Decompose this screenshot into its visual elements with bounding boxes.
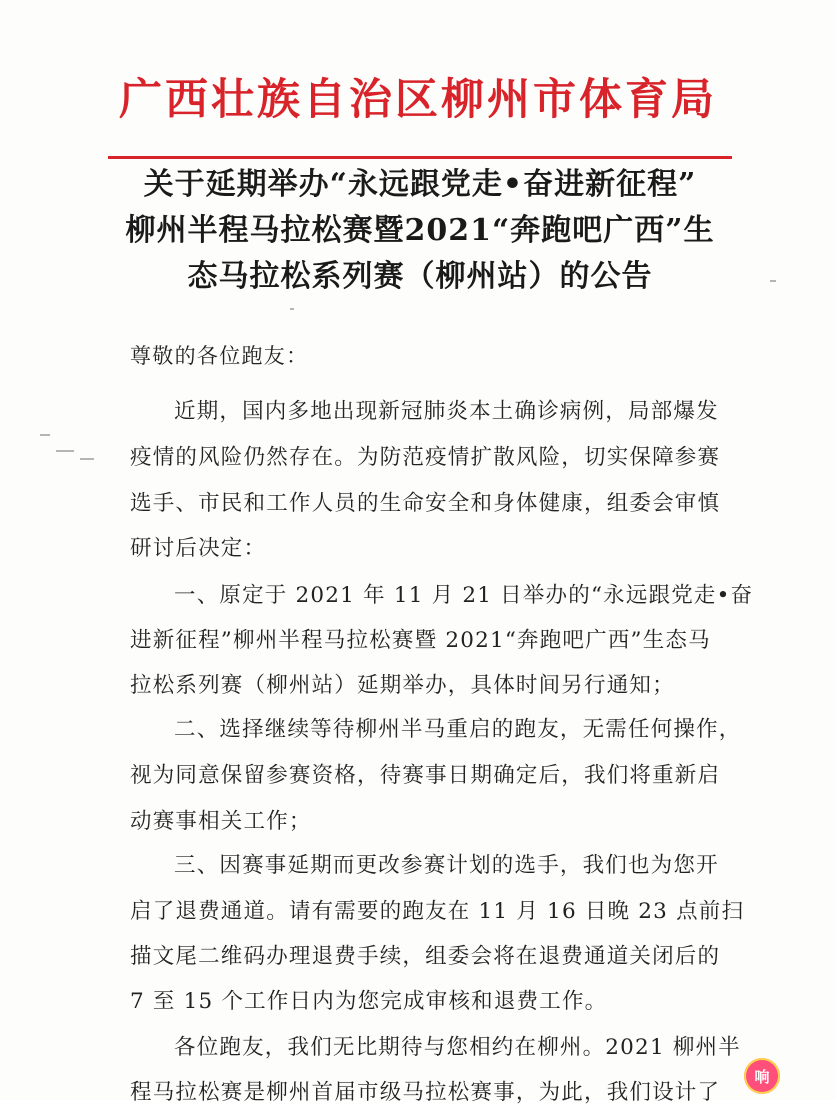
title-line: 关于延期举办“永远跟党走•奋进新征程”	[143, 167, 697, 202]
body-line: 程马拉松赛是柳州首届市级马拉松赛事，为此，我们设计了	[130, 1080, 721, 1105]
body-line: 各位跑友，我们无比期待与您相约在柳州。2021 柳州半	[174, 1035, 741, 1060]
body-line: 研讨后决定：	[130, 536, 267, 561]
greeting: 尊敬的各位跑友：	[130, 344, 309, 368]
body-line: 进新征程”柳州半程马拉松赛暨 2021“奔跑吧广西”生态马	[130, 628, 711, 653]
watermark-logo-icon: 响	[744, 1058, 780, 1094]
body-line: 疫情的风险仍然存在。为防范疫情扩散风险，切实保障参赛	[130, 445, 721, 470]
body-line: 启了退费通道。请有需要的跑友在 11 月 16 日晚 23 点前扫	[130, 899, 745, 924]
red-header-rule	[108, 156, 732, 159]
body-line: 三、因赛事延期而更改参赛计划的选手，我们也为您开	[174, 853, 719, 878]
body-line: 选手、市民和工作人员的生命安全和身体健康，组委会审慎	[130, 491, 721, 516]
title-line: 柳州半程马拉松赛暨2021“奔跑吧广西”生	[125, 213, 715, 248]
body-line: 近期，国内多地出现新冠肺炎本土确诊病例，局部爆发	[174, 399, 719, 424]
issuing-authority-header: 广西壮族自治区柳州市体育局	[119, 75, 717, 125]
body-line: 二、选择继续等待柳州半马重启的跑友，无需任何操作，	[174, 717, 742, 742]
body-line: 视为同意保留参赛资格，待赛事日期确定后，我们将重新启	[130, 763, 721, 788]
body-line: 动赛事相关工作；	[130, 809, 312, 834]
body-line: 7 至 15 个工作日内为您完成审核和退费工作。	[130, 989, 608, 1014]
scan-artifact	[290, 308, 294, 310]
scan-artifact	[80, 458, 94, 460]
body-line: 一、原定于 2021 年 11 月 21 日举办的“永远跟党走•奋	[174, 583, 754, 608]
body-line: 拉松系列赛（柳州站）延期举办，具体时间另行通知；	[130, 673, 675, 698]
scan-artifact	[40, 434, 50, 436]
announcement-title	[100, 162, 740, 300]
scan-artifact	[770, 280, 776, 282]
title-line: 态马拉松系列赛（柳州站）的公告	[187, 259, 653, 294]
scan-artifact	[56, 450, 74, 452]
body-line: 描文尾二维码办理退费手续，组委会将在退费通道关闭后的	[130, 944, 721, 969]
